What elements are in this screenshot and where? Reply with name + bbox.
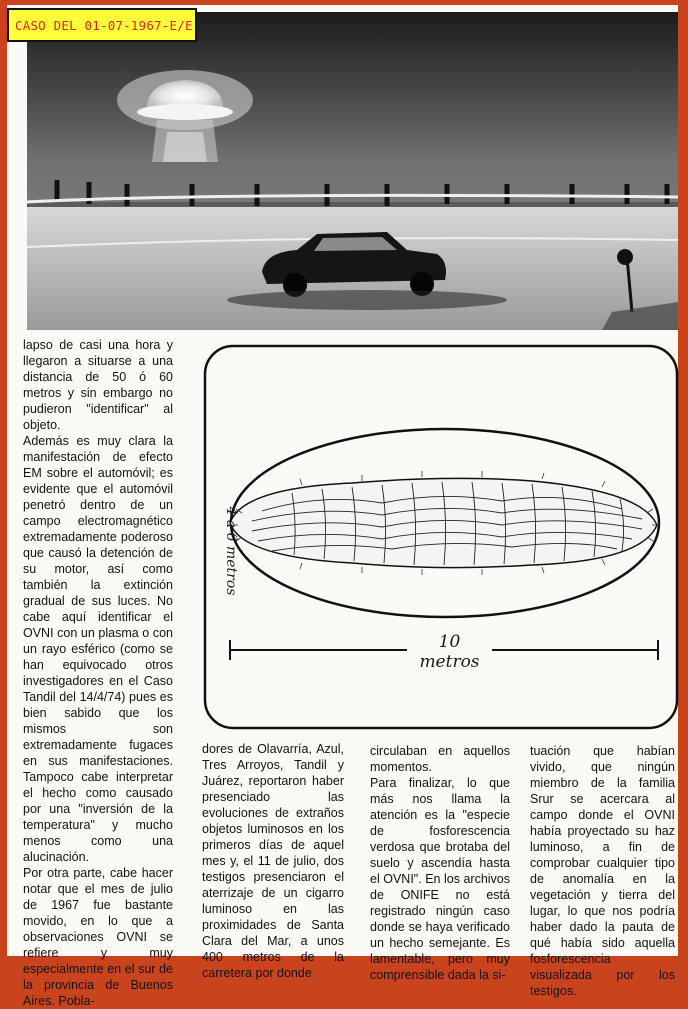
diagram-drawing bbox=[202, 343, 680, 731]
col2-text: dores de Olavarría, Azul, Tres Arroyos, Tandil y Juárez, reportaron haber presenciado las evoluciones de extraños objetos luminosos en los primeros días de aquel mes y, el 11 de julio, dos testigos presenciaron el aterrizaje de un cigarro luminoso en las proximidades de Santa Clara del Mar, a unos 400 metros de la carretera por donde bbox=[202, 742, 344, 980]
ufo-car-photo bbox=[27, 12, 678, 330]
ufo-diagram bbox=[202, 343, 680, 731]
case-label: CASO DEL 01-07-1967-E/E bbox=[7, 8, 197, 42]
article-column-4 bbox=[530, 743, 675, 999]
document-page bbox=[7, 5, 678, 1008]
col3-text-2: Para finalizar, lo que más nos llama la atención es la "especie de fosforescencia verdosa que brotaba del suelo y ascendía hasta el OVNI". En los archivos de ONIFE no está registrado ningún caso donde se haya verificado un hecho semejante. Es lamentable, pero muy comprensible dada la si- bbox=[370, 776, 510, 982]
article-column-2 bbox=[202, 741, 344, 981]
article-column-left bbox=[23, 337, 173, 1009]
paragraph-2: Además es muy clara la manifestación de efecto EM sobre el automóvil; es evidente que el automóvil penetró dentro de un campo electromagnético extremadamente poderoso que causó la detención de su motor, así como también la extinción gradual de sus luces. No cabe aquí identificar el OVNI con un plasma o con un rayo esférico (como se han equivocado otros investigadores en el Caso Tandil del 14/4/74) pues es bien sabido que los mismos son extremadamente fugaces en sus manifestaciones. Tampoco cabe interpretar el hecho como causado por una "inversión de la temperatura" y mucho menos como una alucinación. bbox=[23, 434, 173, 864]
photo-illustration bbox=[27, 12, 678, 330]
article-column-3 bbox=[370, 743, 510, 983]
col4-text: tuación que habían vivido, que ningún miembro de la familia Srur se acercara al campo donde el OVNI había proyectado su haz luminoso, a fin de comprobar cualquier tipo de anomalía en la vegetación y tierra del lugar, lo que nos podría haber dado la pauta de qué había sido aquella fosforescencia visualizada por los testigos. bbox=[530, 744, 675, 998]
width-label: 10 metros bbox=[407, 632, 492, 672]
height-label: 4 a 6 metros bbox=[223, 506, 239, 596]
paragraph-1: lapso de casi una hora y llegaron a situarse a una distancia de 50 ó 60 metros y sin embargo no pudieron "identificar" al objeto. bbox=[23, 338, 173, 432]
col3-text-1: circulaban en aquellos momentos. bbox=[370, 744, 510, 774]
paragraph-3: Por otra parte, cabe hacer notar que el mes de julio de 1967 fue bastante movido, en lo que a observaciones OVNI se refiere y muy especialmente en el sur de la provincia de Buenos Aires. Pobla- bbox=[23, 866, 173, 1008]
